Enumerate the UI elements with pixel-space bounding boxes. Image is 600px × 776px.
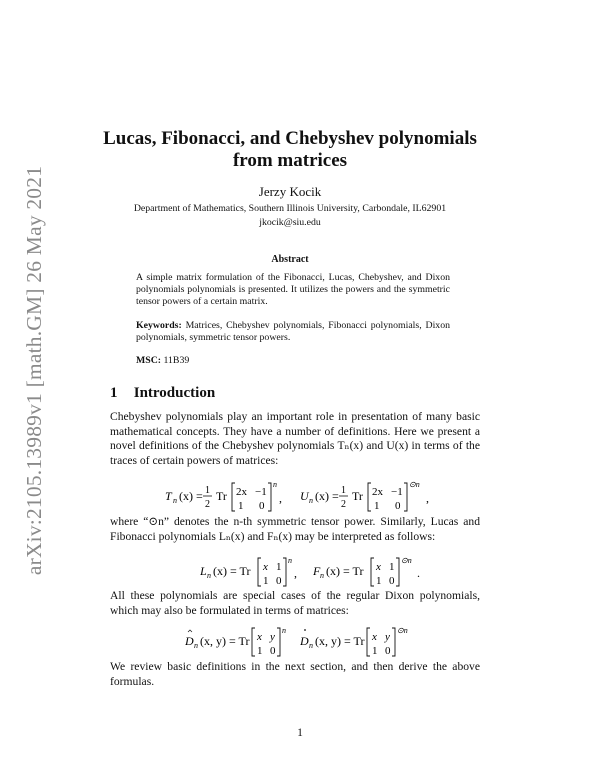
equation-fibonacci <box>313 554 428 590</box>
eq-u-tr: Tr <box>352 489 363 503</box>
eq-t-m11: 2x <box>236 486 247 498</box>
eq-l-m12: 1 <box>276 561 282 573</box>
paragraph-2: where “⊙n” denotes the n-th symmetric tensor power. Similarly, Lucas and Fibonacci polynomials Lₙ(x) and Fₙ(x) may be interpreted as follows: <box>110 515 480 543</box>
equation-chebyshev-t <box>165 478 285 516</box>
eq-d1-power: n <box>282 626 286 635</box>
eq-u-m21: 1 <box>374 500 380 512</box>
equation-chebyshev-u <box>300 478 435 516</box>
section-heading <box>110 385 215 402</box>
eq-l-arg: (x) = Tr <box>213 564 251 578</box>
eq-d2-m11: x <box>372 631 377 643</box>
eq-u-half-den: 2 <box>341 499 346 510</box>
eq-u-m11: 2x <box>372 486 383 498</box>
msc-value: 11B39 <box>163 355 190 366</box>
eq-d1-m12: y <box>270 631 275 643</box>
eq-f-m22: 0 <box>389 575 395 587</box>
eq-t-m21: 1 <box>238 500 244 512</box>
eq-d2-m22: 0 <box>385 645 391 657</box>
eq-d1-m11: x <box>257 631 262 643</box>
eq-l-sub: n <box>207 571 211 580</box>
eq-d2-lhs: D <box>300 634 309 648</box>
eq-t-lhs: T <box>165 489 172 503</box>
arxiv-stamp <box>20 160 50 580</box>
eq-l-m21: 1 <box>263 575 269 587</box>
eq-f-tail: . <box>417 566 420 580</box>
keywords-label: Keywords: <box>136 320 182 331</box>
eq-u-sub: n <box>309 496 313 505</box>
equation-dixon-1 <box>185 624 290 660</box>
eq-t-m22: 0 <box>259 500 265 512</box>
eq-u-half-num: 1 <box>341 485 346 496</box>
eq-f-power: ⊙n <box>401 556 412 565</box>
paragraph-4: We review basic definitions in the next section, and then derive the above formulas. <box>110 660 480 688</box>
eq-d1-m22: 0 <box>270 645 276 657</box>
abstract-heading: Abstract <box>271 254 309 265</box>
eq-t-half-den: 2 <box>205 499 210 510</box>
eq-t-arg: (x) = <box>179 489 203 503</box>
eq-d2-power: ⊙n <box>397 626 408 635</box>
eq-t-tail: , <box>279 491 282 505</box>
eq-l-power: n <box>288 556 292 565</box>
eq-d1-sub: n <box>194 641 198 650</box>
eq-l-lhs: L <box>200 564 207 578</box>
arxiv-stamp-text: arXiv:2105.13989v1 [math.GM] 26 May 2021 <box>22 165 47 575</box>
paragraph-1: Chebyshev polynomials play an important role in presentation of many basic mathematical concepts. They have a number of definitions. Here we present a novel definitions of the Chebyshev polynomials Tₙ(x) and U(x) in terms of the traces of certain powers of matrices: <box>110 410 480 467</box>
equation-dixon-2 <box>300 624 415 660</box>
eq-u-arg: (x) = <box>315 489 339 503</box>
eq-d1-m21: 1 <box>257 645 263 657</box>
keywords-list: Matrices, Chebyshev polynomials, Fibonacci polynomials, Dixon polynomials, symmetric tensor powers. <box>136 320 450 343</box>
eq-d2-arg: (x, y) = Tr <box>315 634 365 648</box>
author-name: Jerzy Kocik <box>258 184 322 199</box>
eq-f-sub: n <box>320 571 324 580</box>
eq-f-lhs: F <box>313 564 321 578</box>
title-line-2: from matrices <box>232 150 348 171</box>
page-number: 1 <box>297 726 303 739</box>
eq-u-lhs: U <box>300 489 309 503</box>
eq-d2-m21: 1 <box>372 645 378 657</box>
section-title: Introduction <box>133 385 216 401</box>
abstract-text: A simple matrix formulation of the Fibonacci, Lucas, Chebyshev, and Dixon polynomials polynomials is presented. It utilizes the powers and the symmetric tensor powers of a certain matrix. <box>136 272 450 307</box>
eq-d1-arg: (x, y) = Tr <box>200 634 250 648</box>
eq-l-tail: , <box>294 566 297 580</box>
eq-t-power: n <box>273 480 277 489</box>
eq-u-m22: 0 <box>395 500 401 512</box>
eq-l-m11: x <box>263 561 268 573</box>
eq-t-tr: Tr <box>216 489 227 503</box>
eq-d2-m12: y <box>385 631 390 643</box>
title-line-1: Lucas, Fibonacci, and Chebyshev polynomials <box>103 128 477 149</box>
eq-t-sub: n <box>173 496 177 505</box>
section-number: 1 <box>110 385 118 401</box>
eq-d1-lhs: D <box>185 634 194 648</box>
paper-title <box>90 128 490 172</box>
author-affiliation: Department of Mathematics, Southern Illinois University, Carbondale, IL62901 <box>133 203 447 214</box>
eq-u-power: ⊙n <box>409 480 420 489</box>
eq-t-half-num: 1 <box>205 485 210 496</box>
eq-d2-sub: n <box>309 641 313 650</box>
keywords <box>136 320 450 344</box>
eq-t-m12: −1 <box>255 486 267 498</box>
eq-u-tail: , <box>426 491 429 505</box>
eq-f-m11: x <box>376 561 381 573</box>
equation-lucas <box>200 554 300 590</box>
eq-l-m22: 0 <box>276 575 282 587</box>
author-email: jkocik@siu.edu <box>259 217 321 228</box>
msc-label: MSC: <box>136 355 162 366</box>
eq-f-m12: 1 <box>389 561 395 573</box>
paragraph-3: All these polynomials are special cases of the regular Dixon polynomials, which may also be formulated in terms of matrices: <box>110 589 480 617</box>
eq-f-arg: (x) = Tr <box>326 564 364 578</box>
eq-f-m21: 1 <box>376 575 382 587</box>
eq-u-m12: −1 <box>391 486 403 498</box>
msc-code <box>136 355 450 366</box>
